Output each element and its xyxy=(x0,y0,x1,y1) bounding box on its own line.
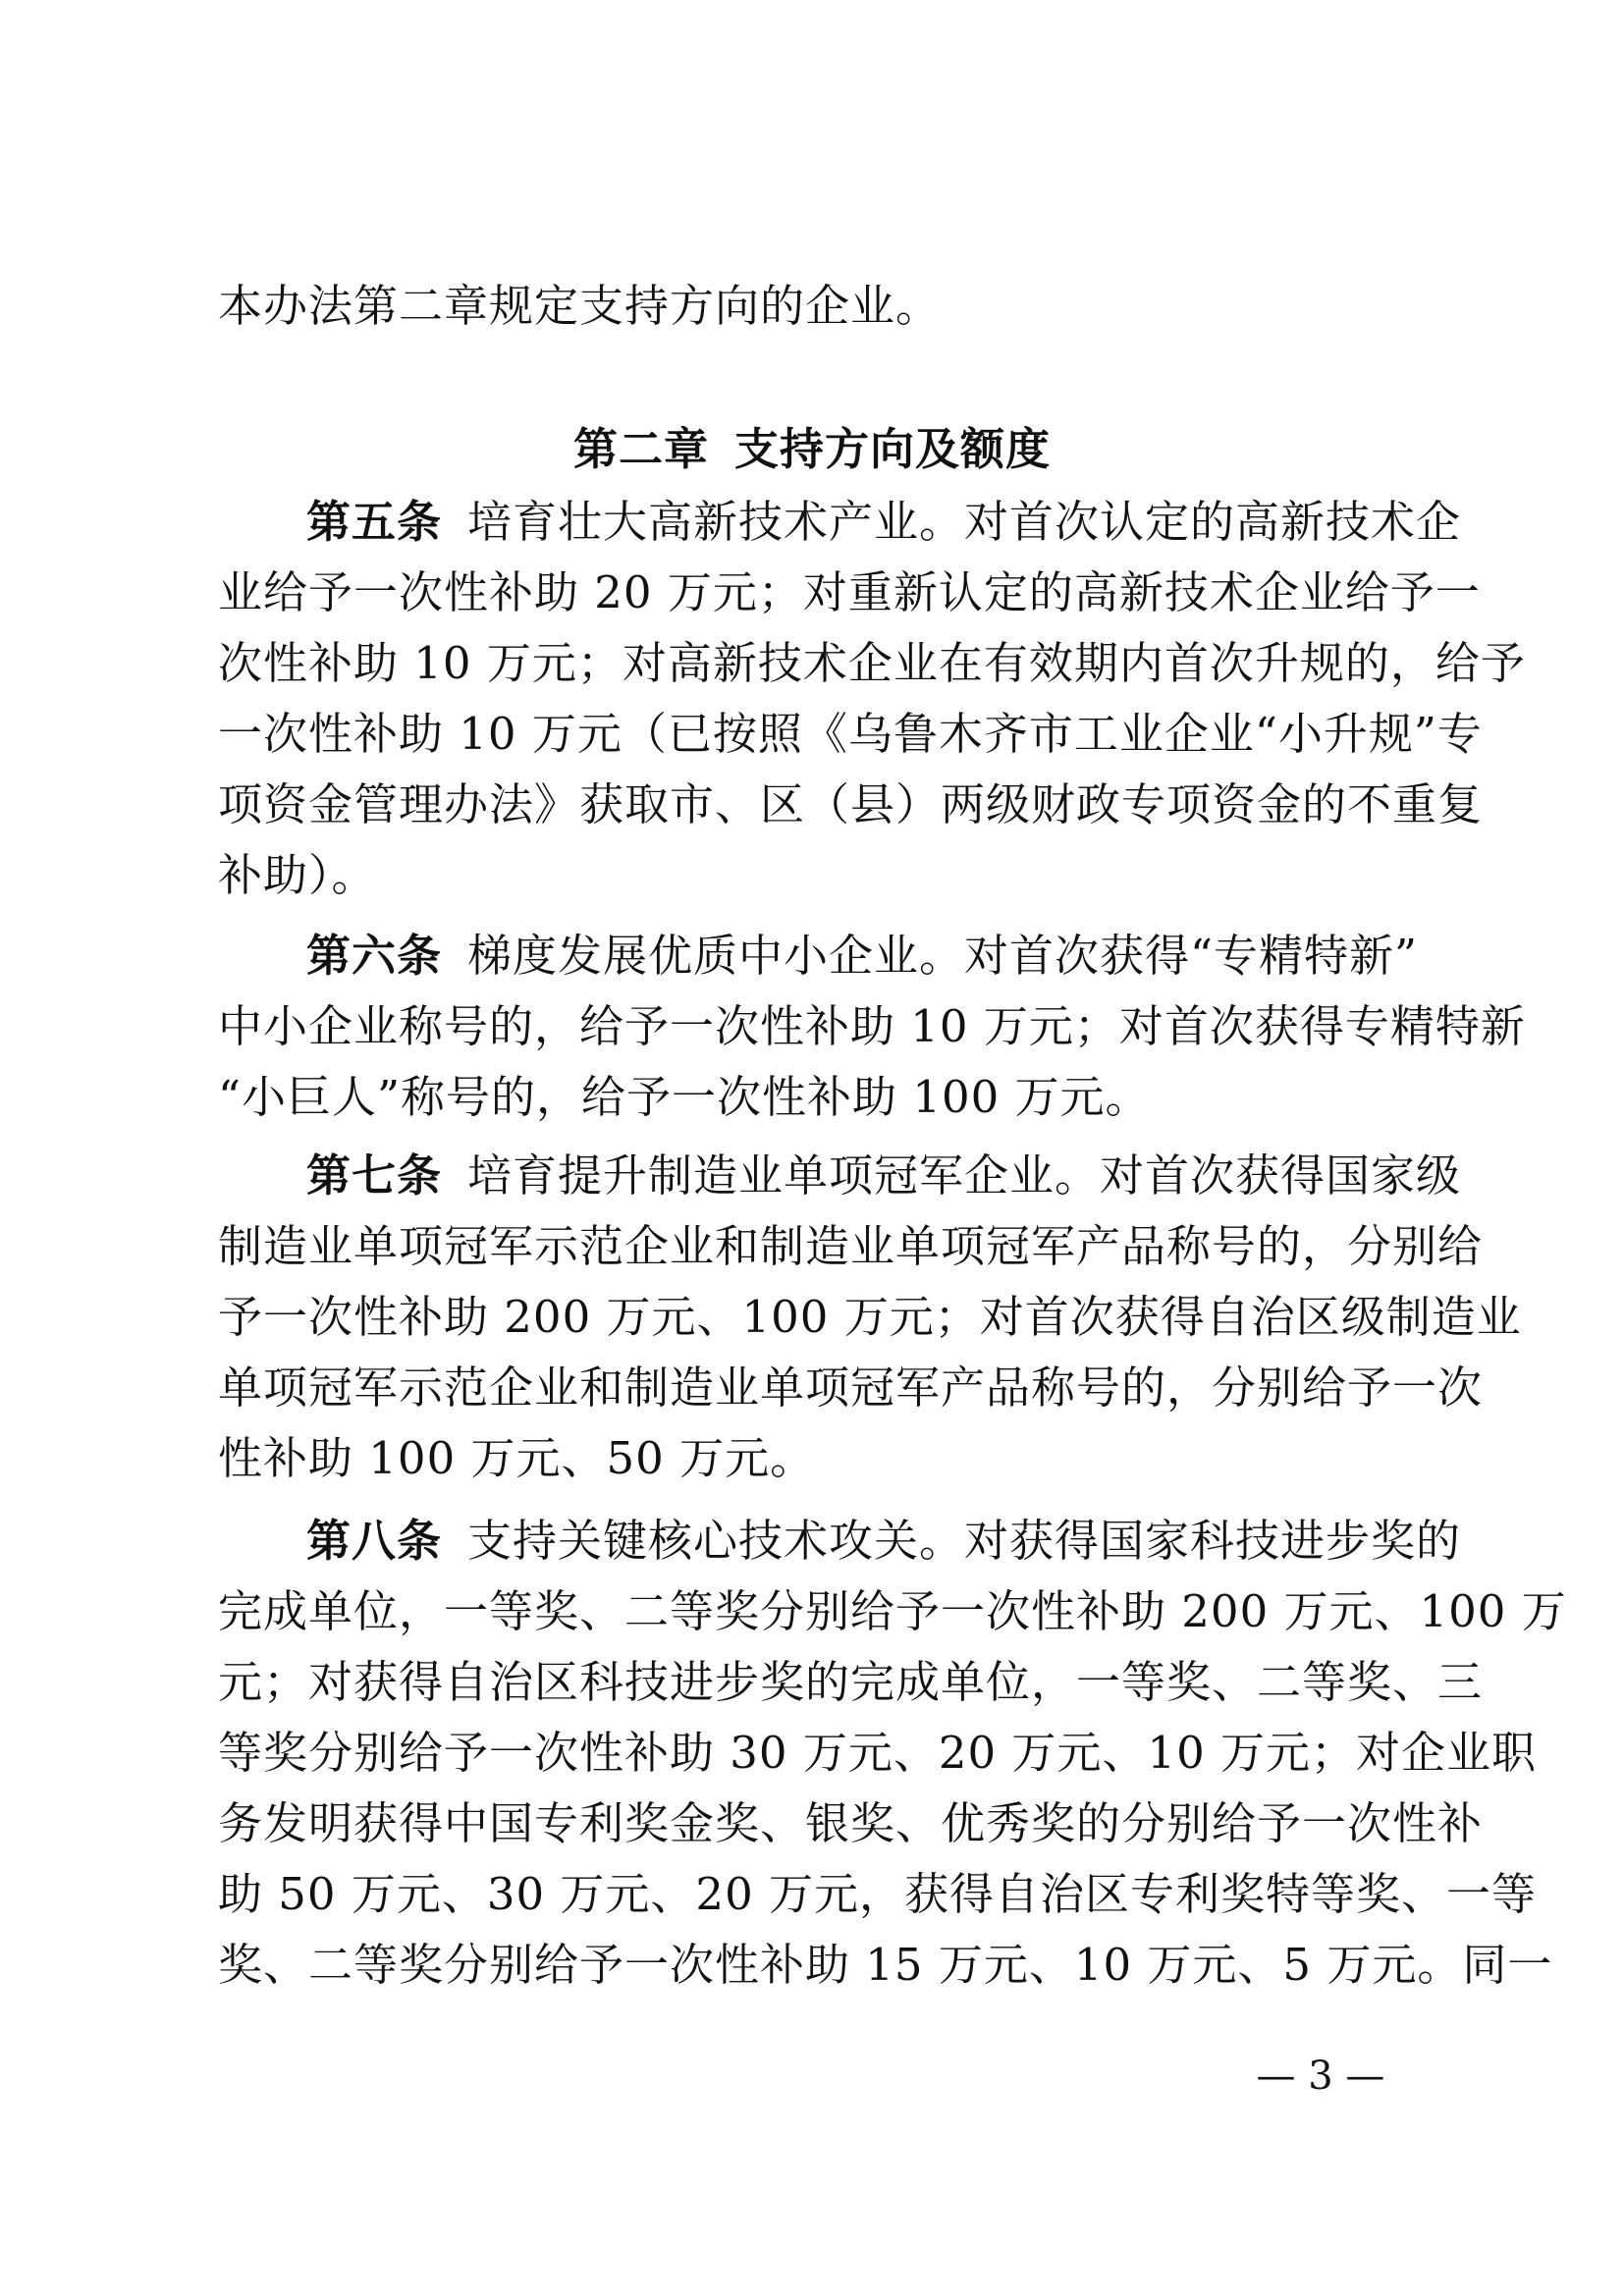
article-6-line-3: “小巨人”称号的，给予一次性补助 100 万元。 xyxy=(218,1071,1151,1123)
article-5-label: 第五条 xyxy=(306,496,443,548)
article-7-line-3: 予一次性补助 200 万元、100 万元；对首次获得自治区级制造业 xyxy=(218,1291,1522,1343)
article-8-line-1: 第八条 支持关键核心技术攻关。对获得国家科技进步奖的 xyxy=(306,1515,1462,1567)
article-5-line-1: 第五条 培育壮大高新技术产业。对首次认定的高新技术企 xyxy=(306,496,1462,548)
article-8-line-7: 奖、二等奖分别给予一次性补助 15 万元、10 万元、5 万元。同一 xyxy=(218,1939,1553,1991)
article-7-label: 第七条 xyxy=(306,1149,443,1201)
article-5-line-2: 业给予一次性补助 20 万元；对重新认定的高新技术企业给予一 xyxy=(218,566,1481,618)
chapter-title: 支持方向及额度 xyxy=(734,423,1052,475)
page-number: — 3 — xyxy=(1256,2054,1385,2099)
article-8-label: 第八条 xyxy=(306,1515,443,1567)
article-7-line-1: 第七条 培育提升制造业单项冠军企业。对首次获得国家级 xyxy=(306,1149,1462,1201)
article-7-line-4: 单项冠军示范企业和制造业单项冠军产品称号的，分别给予一次 xyxy=(218,1362,1484,1414)
article-5-line-3: 次性补助 10 万元；对高新技术企业在有效期内首次升规的，给予 xyxy=(218,637,1526,689)
chapter-heading xyxy=(0,420,1624,479)
article-7-line-2: 制造业单项冠军示范企业和制造业单项冠军产品称号的，分别给 xyxy=(218,1220,1484,1272)
article-8-line-4: 等奖分别给予一次性补助 30 万元、20 万元、10 万元；对企业职 xyxy=(218,1727,1538,1779)
article-5-line-6: 补助）。 xyxy=(218,849,377,901)
chapter-number: 第二章 xyxy=(572,423,709,475)
article-7-line-5: 性补助 100 万元、50 万元。 xyxy=(218,1432,816,1484)
article-8-line-6: 助 50 万元、30 万元、20 万元，获得自治区专利奖特等奖、一等 xyxy=(218,1868,1538,1920)
article-8-line-5: 务发明获得中国专利奖金奖、银奖、优秀奖的分别给予一次性补 xyxy=(218,1797,1484,1849)
intro-line: 本办法第二章规定支持方向的企业。 xyxy=(218,280,942,332)
article-6-label: 第六条 xyxy=(306,930,443,982)
article-5-line-4: 一次性补助 10 万元（已按照《乌鲁木齐市工业企业“小升规”专 xyxy=(218,708,1483,760)
article-5-line-5: 项资金管理办法》获取市、区（县）两级财政专项资金的不重复 xyxy=(218,778,1484,830)
article-6-line-2: 中小企业称号的，给予一次性补助 10 万元；对首次获得专精特新 xyxy=(218,1000,1526,1052)
article-8-line-3: 元；对获得自治区科技进步奖的完成单位，一等奖、二等奖、三 xyxy=(218,1656,1484,1708)
article-6-line-1: 第六条 梯度发展优质中小企业。对首次获得“专精特新” xyxy=(306,930,1419,982)
article-8-line-2: 完成单位，一等奖、二等奖分别给予一次性补助 200 万元、100 万 xyxy=(218,1585,1567,1637)
